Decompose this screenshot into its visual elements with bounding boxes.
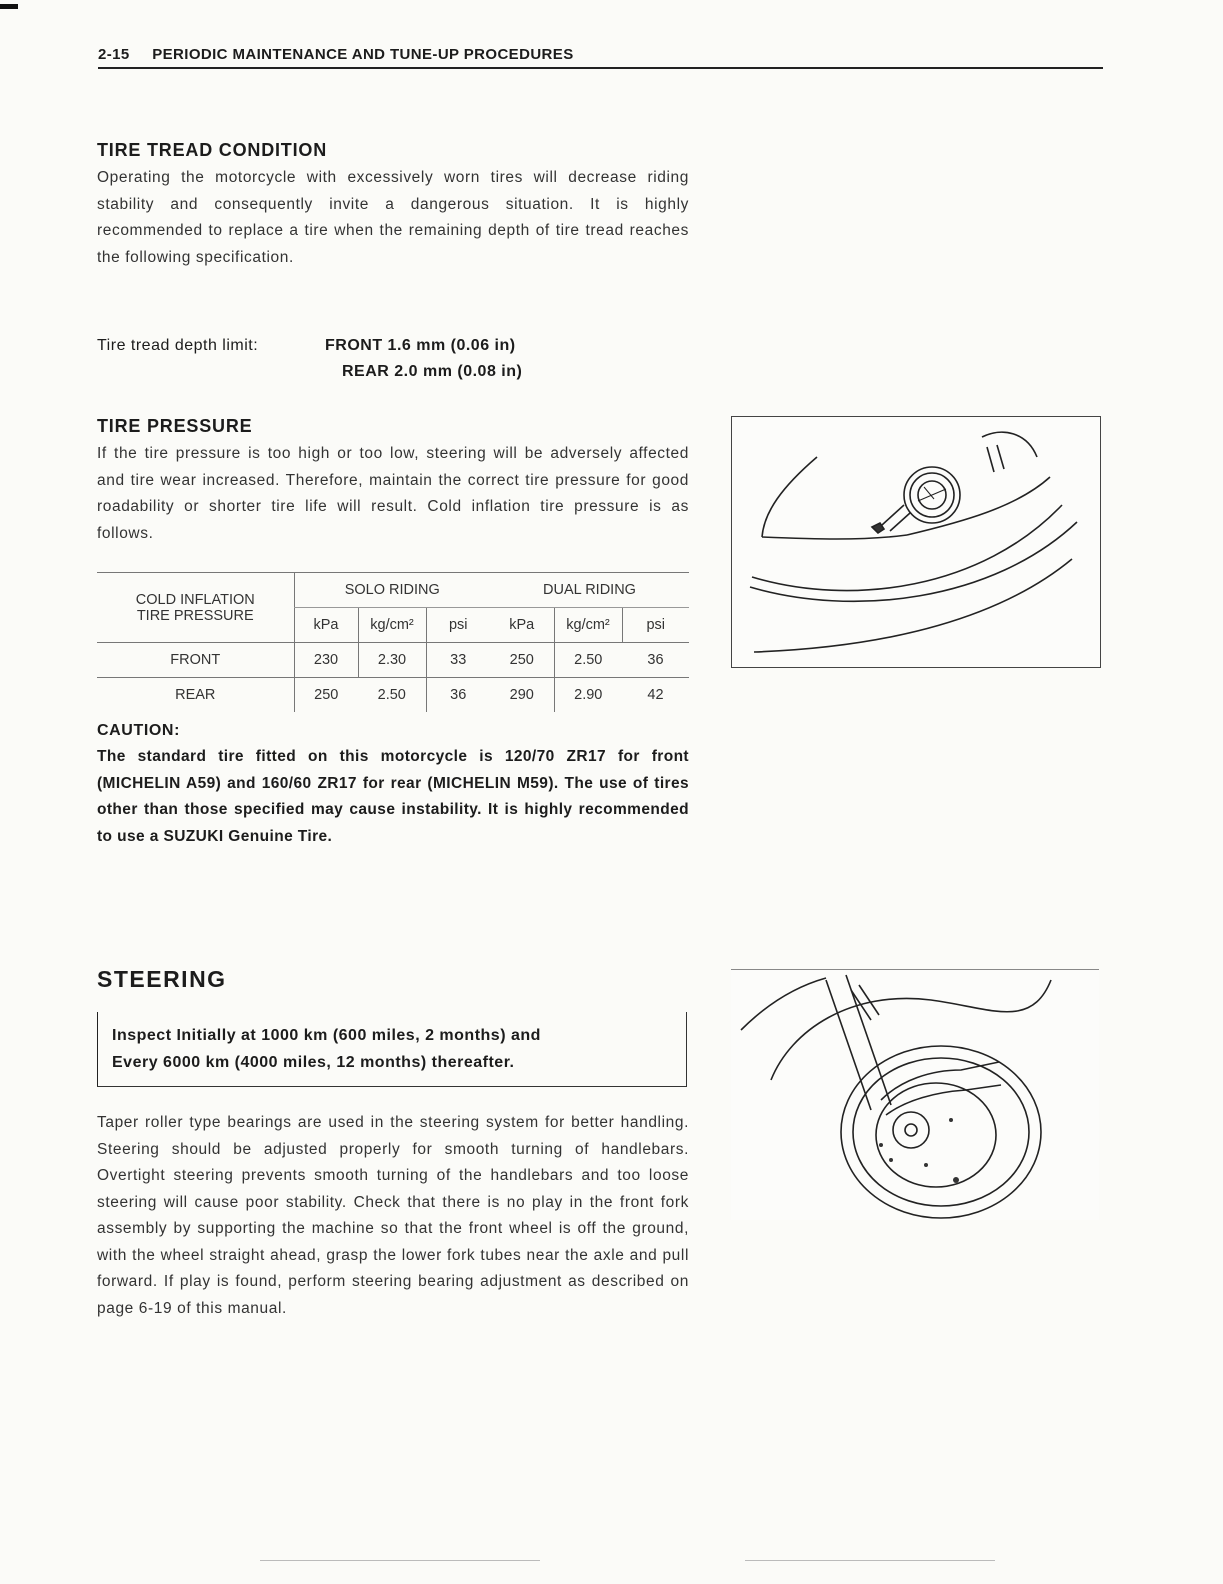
- unit-cell: psi: [622, 608, 689, 643]
- caution-block: [97, 722, 689, 850]
- pressure-section: [97, 416, 689, 547]
- limit-rear: REAR 2.0 mm (0.08 in): [342, 363, 523, 380]
- steering-body: Taper roller type bearings are used in the steering system for better handling. Steering should be adjusted properly for smooth turning of handlebars. Overtight steering prevents smooth turning of the handlebars and too loose steering will cause poor stability. Check that there is no play in the front fork assembly by supporting the machine so that the front wheel is off the ground, with the wheel straight ahead, grasp the lower fork tubes near the axle and pull forward. If play is found, perform steering bearing adjustment as described on page 6-19 of this manual.: [97, 1114, 689, 1317]
- table-cell: 36: [622, 643, 689, 678]
- table-cell: 290: [490, 678, 554, 713]
- table-corner: [97, 573, 294, 643]
- table-cell: 33: [426, 643, 490, 678]
- caution-title: CAUTION:: [97, 722, 181, 739]
- tire-pressure-table: [97, 572, 689, 712]
- tread-depth-limit: [97, 333, 522, 385]
- unit-cell: kPa: [509, 617, 535, 633]
- page-header: [98, 46, 1103, 69]
- steering-section: [97, 1106, 689, 1322]
- page-number: 2-15: [98, 46, 130, 63]
- page-header-title: PERIODIC MAINTENANCE AND TUNE-UP PROCEDURES: [152, 46, 574, 63]
- unit-cell: kg/cm²: [358, 608, 426, 643]
- table-cell: 2.90: [554, 678, 622, 713]
- row-label: REAR: [97, 678, 294, 713]
- corner-line-2: TIRE PRESSURE: [136, 607, 254, 624]
- tread-body: Operating the motorcycle with excessively worn tires will decrease riding stability and consequently invite a dangerous situation. It is highly recommended to replace a tire when the remaining depth of tire tread reaches the following specification.: [97, 169, 689, 266]
- steering-heading: STEERING: [97, 966, 227, 992]
- unit-cell: kg/cm²: [554, 608, 622, 643]
- table-row: [97, 643, 689, 678]
- inspect-line-1: Inspect Initially at 1000 km (600 miles, 2 months) and: [112, 1027, 541, 1044]
- dual-riding-header: DUAL RIDING: [490, 573, 689, 608]
- footer-rule-right: [745, 1560, 995, 1561]
- solo-riding-header: SOLO RIDING: [294, 573, 490, 608]
- steering-check-illustration: [731, 969, 1099, 1220]
- tire-gauge-drawing: [732, 417, 1100, 667]
- corner-line-1: COLD INFLATION: [135, 591, 255, 608]
- limit-label: Tire tread depth limit:: [97, 337, 259, 354]
- table-cell: 2.50: [554, 643, 622, 678]
- tread-section: [97, 140, 689, 271]
- table-cell: 2.50: [358, 678, 426, 713]
- table-cell: 230: [294, 643, 358, 678]
- inspection-interval-box: [97, 1012, 687, 1087]
- inspect-line-2: Every 6000 km (4000 miles, 12 months) thereafter.: [112, 1054, 515, 1071]
- steering-check-drawing: [731, 970, 1099, 1220]
- limit-front: FRONT 1.6 mm (0.06 in): [325, 337, 516, 354]
- table-row: [97, 678, 689, 713]
- row-label: FRONT: [97, 643, 294, 678]
- table-cell: 250: [490, 643, 554, 678]
- tire-gauge-illustration: [731, 416, 1101, 668]
- pressure-body: If the tire pressure is too high or too low, steering will be adversely affected and tire wear increased. Therefore, maintain the correct tire pressure for good roadability or shorter tire life will result. Cold inflation tire pressure is as follows.: [97, 445, 689, 542]
- tread-heading: TIRE TREAD CONDITION: [97, 140, 327, 160]
- footer-rule-left: [260, 1560, 540, 1561]
- caution-body: The standard tire fitted on this motorcycle is 120/70 ZR17 for front (MICHELIN A59) and 160/60 ZR17 for rear (MICHELIN M59). The use of tires other than those specified may cause instability. It is highly recommended to use a SUZUKI Genuine Tire.: [97, 748, 689, 845]
- table-cell: 2.30: [358, 643, 426, 678]
- unit-cell: kPa: [294, 608, 358, 643]
- table-cell: 250: [294, 678, 358, 713]
- scan-corner-mark: [0, 4, 18, 9]
- table-cell: 42: [622, 678, 689, 713]
- pressure-heading: TIRE PRESSURE: [97, 416, 253, 436]
- unit-cell: psi: [426, 608, 490, 643]
- table-cell: 36: [426, 678, 490, 713]
